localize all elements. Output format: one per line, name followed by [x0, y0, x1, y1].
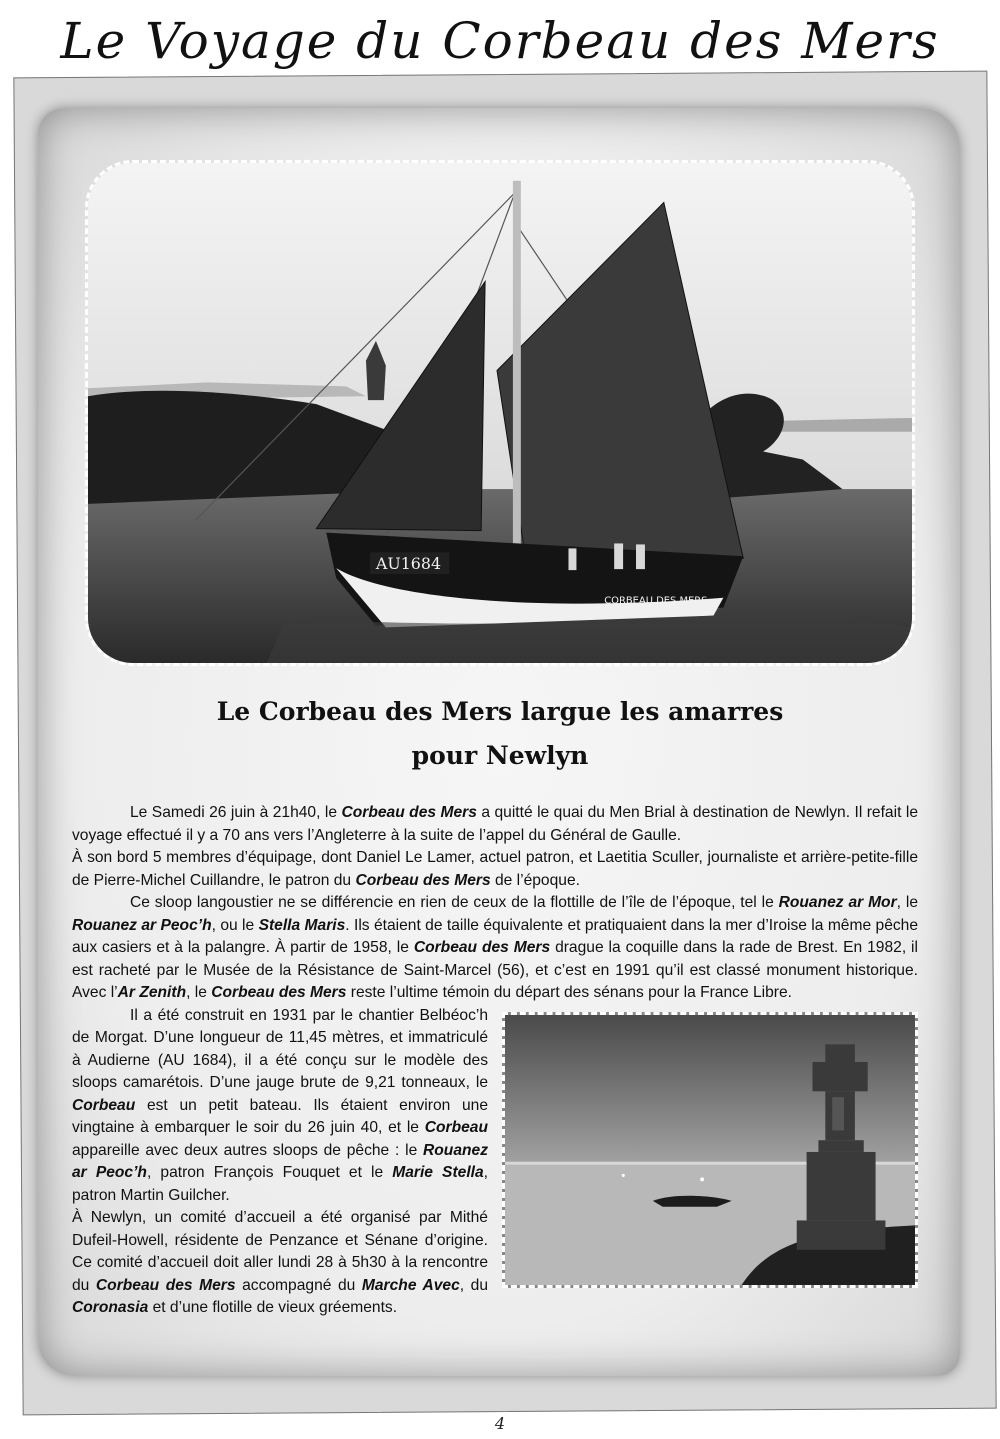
article-body: [72, 802, 918, 1320]
hull-number: AU1684: [375, 554, 442, 574]
headline-line-1: Le Corbeau des Mers largue les amarres: [216, 697, 784, 726]
paragraph-5: À Newlyn, un comité d’accueil a été organisé par Mithé Dufeil-Howell, résidente de Penzance et Sénane d’origine. Ce comité d’accueil doit aller lundi 28 à 5h30 à la rencontre du Corbeau des Mers accompagné du Marche Avec, du Coronasia et d’une flotille de vieux gréements.: [72, 1209, 489, 1316]
sailboat-photo: [85, 160, 915, 666]
paragraph-4: Il a été construit en 1931 par le chantier Belbéoc’h de Morgat. D’une longueur de 11,45 mètres, et immatriculé à Audierne (AU 1684), il a été conçu sur le modèle des sloops camarétois. D’une jauge brute de 9,21 tonneaux, le Corbeau est un petit bateau. Ils étaient environ une vingtaine à embarquer le soir du 26 juin 40, et le Corbeau appareille avec deux autres sloops de pêche : le Rouanez ar Peoc’h, patron François Fouquet et le Marie Stella, patron Martin Guilcher.: [72, 1006, 489, 1204]
paragraph-3: Ce sloop langoustier ne se différencie en rien de ceux de la flottille de l’île de l’époque, tel le Rouanez ar Mor, le Rouanez ar Peoc’h, ou le Stella Maris. Ils étaient de taille équivalente et pratiquaient dans la mer d’Iroise la même pêche aux casiers et à la palangre. À partir de 1958, le Corbeau des Mers drague la coquille dans la rade de Brest. En 1982, il est racheté par le Musée de la Résistance de Saint-Marcel (56), et c’est en 1991 qu’il est classé monument historique. Avec l’Ar Zenith, le Corbeau des Mers reste l’ultime témoin du départ des sénans pour la France Libre.: [72, 894, 919, 1001]
hull-name: CORBEAU DES MERS: [604, 595, 708, 607]
paragraph-2: À son bord 5 membres d’équipage, dont Daniel Le Lamer, actuel patron, et Laetitia Sculler, journaliste et arrière-petite-fille de Pierre-Michel Cuillandre, le patron du Corbeau des Mers de l’époque.: [72, 849, 918, 889]
article-headline: [100, 690, 900, 778]
paragraph-1: Le Samedi 26 juin à 21h40, le Corbeau des Mers a quitté le quai du Men Brial à destination de Newlyn. Il refait le voyage effectué il y a 70 ans vers l’Angleterre à la suite de l’appel du Général de Gaulle.: [72, 804, 918, 844]
monument-photo: [502, 1012, 918, 1288]
headline-line-2: pour Newlyn: [411, 741, 589, 770]
page-number: 4: [494, 1414, 506, 1433]
page-title: Le Voyage du Corbeau des Mers: [60, 12, 940, 70]
